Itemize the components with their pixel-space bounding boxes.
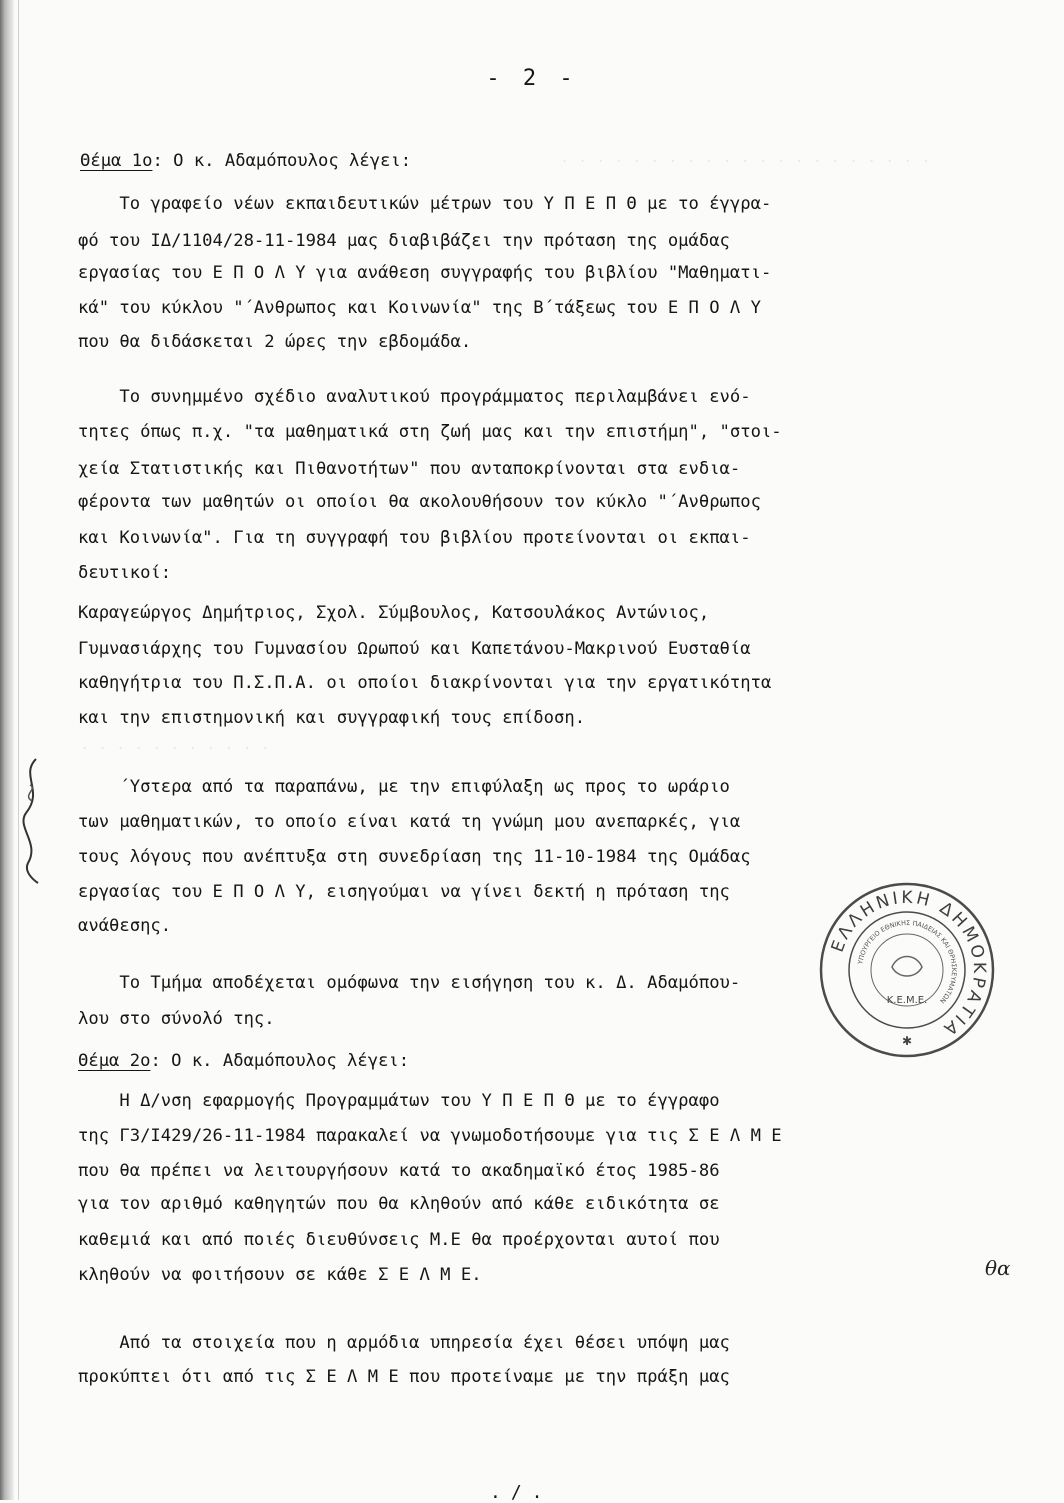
text-line: προκύπτει ότι από τις Σ Ε Λ Μ Ε που προτείναμε με την πράξη μας xyxy=(78,1367,730,1387)
item-1-heading-line xyxy=(80,150,411,172)
page-number: - 2 - xyxy=(486,66,578,91)
text-line: Το γραφείο νέων εκπαιδευτικών μέτρων του Υ Π Ε Π Θ με το έγγρα- xyxy=(78,194,772,214)
text-line: Από τα στοιχεία που η αρμόδια υπηρεσία έχει θέσει υπόψη μας xyxy=(78,1333,730,1353)
bleed-through-text: . . . . . . . . . . . xyxy=(80,735,270,753)
text-line: εργασίας του Ε Π Ο Λ Υ, εισηγούμαι να γίνει δεκτή η πρόταση της xyxy=(78,882,730,902)
text-line: Γυμνασιάρχης του Γυμνασίου Ωρωπού και Καπετάνου-Μακρινού Ευσταθία xyxy=(78,639,751,659)
continuation-mark: ./. xyxy=(490,1482,553,1503)
text-line: τους λόγους που ανέπτυξα στη συνεδρίαση της 11-10-1984 της Ομάδας xyxy=(78,847,751,867)
item-2-heading: Θέμα 2ο xyxy=(78,1051,151,1071)
text-line: δευτικοί: xyxy=(78,563,172,583)
handwritten-insertion: θα xyxy=(985,1256,1011,1280)
bleed-through-text: . . . . . . . . . . . . . . . . . . . . . xyxy=(560,148,931,166)
page-edge-line xyxy=(18,0,19,1500)
text-line: ΄Υστερα από τα παραπάνω, με την επιφύλαξη ως προς το ωράριο xyxy=(78,777,730,797)
text-line: καθηγήτρια του Π.Σ.Π.Α. οι οποίοι διακρίνονται για την εργατικότητα xyxy=(78,673,772,693)
item-1-heading-rest: : Ο κ. Αδαμόπουλος λέγει: xyxy=(152,151,412,171)
text-line: της Γ3/Ι429/26-11-1984 παρακαλεί να γνωμοδοτήσουμε για τις Σ Ε Λ Μ Ε xyxy=(78,1126,782,1146)
item-1-heading: Θέμα 1ο xyxy=(80,151,153,171)
text-line: και Κοινωνία". Για τη συγγραφή του βιβλίου προτείνονται οι εκπαι- xyxy=(78,528,751,548)
item-2-heading-line xyxy=(78,1050,409,1072)
margin-bracket-mark xyxy=(14,755,48,885)
item-2-heading-rest: : Ο κ. Αδαμόπουλος λέγει: xyxy=(150,1051,410,1071)
text-line: φέροντα των μαθητών οι οποίοι θα ακολουθήσουν τον κύκλο "΄Ανθρωπος xyxy=(78,492,761,512)
stamp-inner-text: ΥΠΟΥΡΓΕΙΟ ΕΘΝΙΚΗΣ ΠΑΙΔΕΙΑΣ ΚΑΙ ΘΡΗΣΚΕΥΜΑΤΩΝ xyxy=(856,918,959,1005)
stamp-star-icon: ✱ xyxy=(901,1034,913,1048)
text-line: Το συνημμένο σχέδιο αναλυτικού προγράμματος περιλαμβάνει ενό- xyxy=(78,387,751,407)
text-line: των μαθηματικών, το οποίο είναι κατά τη γνώμη μου ανεπαρκές, για xyxy=(78,812,741,832)
text-line: Η Δ/νση εφαρμογής Προγραμμάτων του Υ Π Ε Π Θ με το έγγραφο xyxy=(78,1091,720,1111)
text-line: Καραγεώργος Δημήτριος, Σχολ. Σύμβουλος, Κατσουλάκος Αντώνιος, xyxy=(78,603,710,623)
text-line: και την επιστημονική και συγγραφική τους επίδοση. xyxy=(78,708,586,728)
page-binding-edge xyxy=(0,0,14,1500)
text-line: ανάθεσης. xyxy=(78,916,172,936)
text-line: Το Τμήμα αποδέχεται ομόφωνα την εισήγηση του κ. Δ. Αδαμόπου- xyxy=(78,973,741,993)
text-line: τητες όπως π.χ. "τα μαθηματικά στη ζωή μας και την επιστήμη", "στοι- xyxy=(78,422,782,442)
text-line: καθεμιά και από ποιές διευθύνσεις Μ.Ε θα προέρχονται αυτοί που xyxy=(78,1230,720,1250)
text-line: εργασίας του Ε Π Ο Λ Υ για ανάθεση συγγραφής του βιβλίου "Μαθηματι- xyxy=(78,263,772,283)
text-line: που θα διδάσκεται 2 ώρες την εβδομάδα. xyxy=(78,332,472,352)
text-line: φό του ΙΔ/1104/28-11-1984 μας διαβιβάζει την πρόταση της ομάδας xyxy=(78,231,730,251)
text-line: χεία Στατιστικής και Πιθανοτήτων" που ανταποκρίνονται στα ενδια- xyxy=(78,459,741,479)
text-line: για τον αριθμό καθηγητών που θα κληθούν από κάθε ειδικότητα σε xyxy=(78,1194,720,1214)
text-line: κά" του κύκλου "΄Ανθρωπος και Κοινωνία" της Β΄τάξεως του Ε Π Ο Λ Υ xyxy=(78,298,761,318)
text-line: λου στο σύνολό της. xyxy=(78,1009,275,1029)
text-line: κληθούν να φοιτήσουν σε κάθε Σ Ε Λ Μ Ε. xyxy=(78,1265,482,1285)
stamp-outer-text: ΕΛΛΗΝΙΚΗ ΔΗΜΟΚΡΑΤΙΑ xyxy=(827,887,990,1041)
stamp-center-text: Κ.Ε.Μ.Ε. xyxy=(886,995,928,1006)
official-seal-stamp xyxy=(812,875,1002,1065)
text-line: που θα πρέπει να λειτουργήσουν κατά το ακαδημαϊκό έτος 1985-86 xyxy=(78,1161,720,1181)
